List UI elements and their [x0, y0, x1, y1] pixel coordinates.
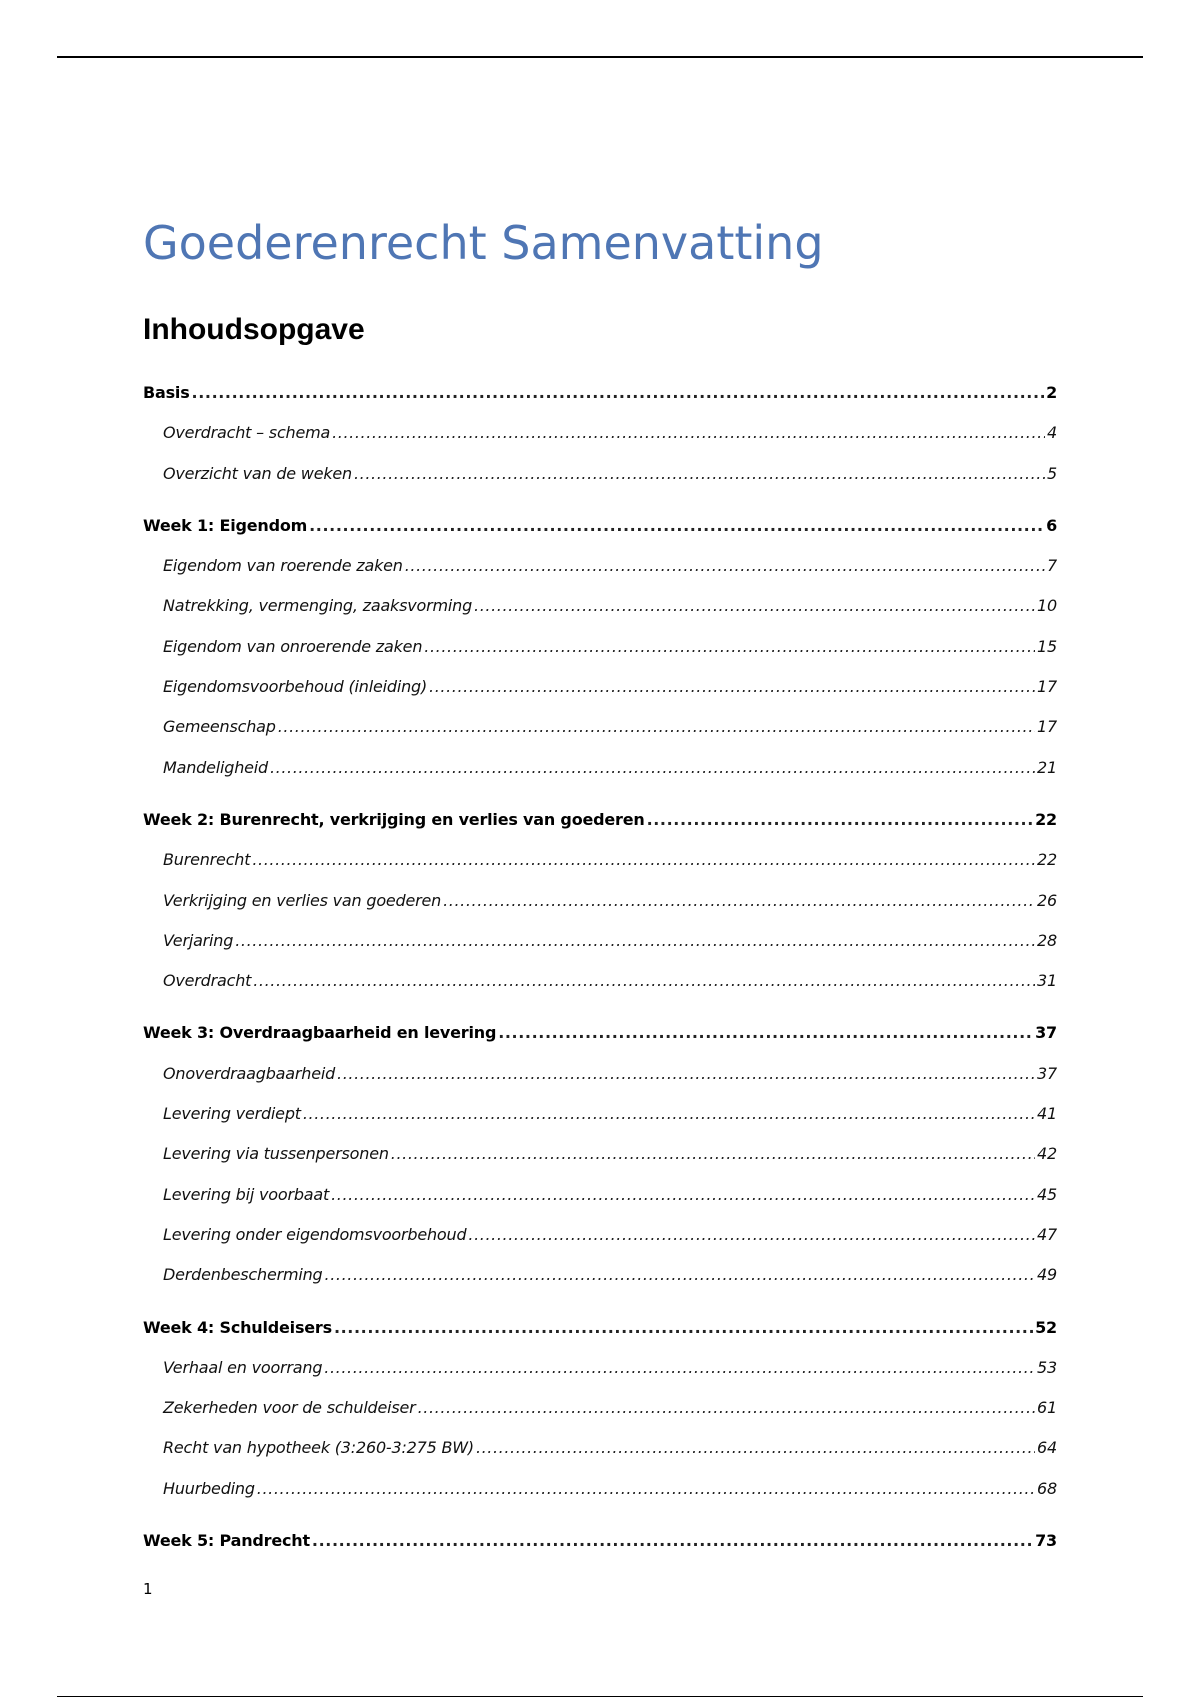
toc-entry-title: Zekerheden voor de schuldeiser: [163, 1398, 416, 1418]
toc-entry-page: 22: [1035, 809, 1057, 829]
toc-entry-subsection[interactable]: [143, 1394, 1057, 1434]
toc-entry-page: 5: [1047, 463, 1057, 483]
toc-entry-page: 22: [1037, 850, 1057, 870]
toc-entry-page: 45: [1037, 1184, 1057, 1204]
toc-entry-subsection[interactable]: [143, 673, 1057, 713]
toc-dot-leader: [312, 1527, 1033, 1555]
toc-entry-page: 37: [1035, 1023, 1057, 1043]
toc-dot-leader: [192, 379, 1045, 407]
toc-dot-leader: [331, 1181, 1035, 1209]
toc-entry-title: Natrekking, vermenging, zaaksvorming: [163, 596, 473, 616]
toc-entry-title: Onoverdraagbaarheid: [163, 1063, 336, 1083]
toc-entry-subsection[interactable]: [143, 967, 1057, 1007]
page-number: 1: [143, 1580, 153, 1598]
toc-entry-title: Overdracht – schema: [163, 423, 331, 443]
toc-entry-title: Verjaring: [163, 930, 234, 950]
toc-entry-section[interactable]: [143, 806, 1057, 846]
toc-entry-section[interactable]: [143, 1019, 1057, 1059]
toc-dot-leader: [303, 1100, 1035, 1128]
toc-entry-page: 28: [1037, 930, 1057, 950]
toc-entry-title: Basis: [143, 383, 190, 402]
toc-entry-title: Levering via tussenpersonen: [163, 1144, 389, 1164]
toc-entry-page: 64: [1037, 1438, 1057, 1458]
toc-entry-title: Levering bij voorbaat: [163, 1184, 330, 1204]
toc-entry-subsection[interactable]: [143, 460, 1057, 500]
toc-entry-subsection[interactable]: [143, 419, 1057, 459]
toc-entry-page: 26: [1037, 890, 1057, 910]
toc-entry-page: 21: [1037, 757, 1057, 777]
toc-dot-leader: [476, 1434, 1035, 1462]
toc-entry-title: Derdenbescherming: [163, 1265, 323, 1285]
toc-entry-page: 7: [1047, 556, 1057, 576]
toc-entry-subsection[interactable]: [143, 1221, 1057, 1261]
toc-entry-page: 42: [1037, 1144, 1057, 1164]
toc-entry-page: 47: [1037, 1224, 1057, 1244]
toc-entry-title: Recht van hypotheek (3:260-3:275 BW): [163, 1438, 474, 1458]
toc-entry-page: 73: [1035, 1531, 1057, 1551]
toc-entry-section[interactable]: [143, 1314, 1057, 1354]
toc-entry-title: Week 3: Overdraagbaarheid en levering: [143, 1023, 497, 1043]
toc-heading: Inhoudsopgave: [143, 313, 365, 346]
toc-dot-leader: [424, 633, 1035, 661]
toc-entry-page: 49: [1037, 1265, 1057, 1285]
toc-entry-subsection[interactable]: [143, 1354, 1057, 1394]
toc-dot-leader: [468, 1221, 1035, 1249]
toc-entry-title: Eigendom van roerende zaken: [163, 556, 403, 576]
footer-rule: [57, 1696, 1143, 1697]
toc-entry-subsection[interactable]: [143, 1434, 1057, 1474]
toc-dot-leader: [235, 927, 1035, 955]
toc-entry-page: 6: [1046, 515, 1057, 535]
toc-entry-subsection[interactable]: [143, 713, 1057, 753]
toc-entry-page: 37: [1037, 1063, 1057, 1083]
toc-entry-subsection[interactable]: [143, 846, 1057, 886]
toc-dot-leader: [418, 1394, 1035, 1422]
toc-entry-subsection[interactable]: [143, 592, 1057, 632]
toc-entry-section[interactable]: [143, 379, 1057, 419]
toc-entry-section[interactable]: [143, 1527, 1057, 1567]
toc-entry-title: Verkrijging en verlies van goederen: [163, 890, 442, 910]
toc-entry-title: Week 4: Schuldeisers: [143, 1317, 332, 1337]
toc-entry-subsection[interactable]: [143, 927, 1057, 967]
toc-entry-subsection[interactable]: [143, 1140, 1057, 1180]
toc-entry-page: 15: [1037, 636, 1057, 656]
toc-dot-leader: [337, 1060, 1035, 1088]
toc-entry-title: Huurbeding: [163, 1478, 255, 1498]
toc-entry-title: Eigendomsvoorbehoud (inleiding): [163, 677, 428, 697]
toc-entry-page: 17: [1037, 717, 1057, 737]
toc-entry-subsection[interactable]: [143, 1475, 1057, 1515]
toc-entry-title: Eigendom van onroerende zaken: [163, 636, 423, 656]
toc-entry-title: Week 1: Eigendom: [143, 515, 308, 535]
toc-dot-leader: [324, 1354, 1035, 1382]
toc-dot-leader: [405, 552, 1045, 580]
toc-entry-title: Overzicht van de weken: [163, 463, 352, 483]
toc-dot-leader: [354, 460, 1045, 488]
toc-entry-title: Levering onder eigendomsvoorbehoud: [163, 1224, 467, 1244]
toc-entry-page: 61: [1037, 1398, 1057, 1418]
toc-entry-subsection[interactable]: [143, 633, 1057, 673]
table-of-contents: [143, 379, 1057, 1567]
toc-entry-page: 17: [1037, 677, 1057, 697]
toc-dot-leader: [443, 887, 1035, 915]
toc-entry-subsection[interactable]: [143, 1060, 1057, 1100]
toc-entry-title: Verhaal en voorrang: [163, 1357, 323, 1377]
toc-entry-title: Burenrecht: [163, 850, 251, 870]
toc-dot-leader: [252, 846, 1035, 874]
toc-dot-leader: [270, 754, 1035, 782]
toc-dot-leader: [309, 512, 1044, 540]
toc-entry-page: 10: [1037, 596, 1057, 616]
toc-entry-title: Levering verdiept: [163, 1104, 301, 1124]
toc-entry-subsection[interactable]: [143, 1181, 1057, 1221]
toc-entry-subsection[interactable]: [143, 754, 1057, 794]
toc-entry-page: 53: [1037, 1357, 1057, 1377]
toc-entry-section[interactable]: [143, 512, 1057, 552]
toc-dot-leader: [429, 673, 1035, 701]
toc-entry-subsection[interactable]: [143, 1100, 1057, 1140]
toc-entry-title: Week 2: Burenrecht, verkrijging en verlies van goederen: [143, 809, 645, 829]
toc-dot-leader: [647, 806, 1034, 834]
toc-dot-leader: [253, 967, 1035, 995]
toc-entry-title: Overdracht: [163, 971, 252, 991]
toc-entry-page: 2: [1046, 383, 1057, 402]
toc-dot-leader: [391, 1140, 1035, 1168]
header-rule: [57, 56, 1143, 58]
toc-entry-page: 41: [1037, 1104, 1057, 1124]
toc-entry-page: 4: [1047, 423, 1057, 443]
toc-entry-title: Week 5: Pandrecht: [143, 1531, 310, 1551]
toc-dot-leader: [278, 713, 1035, 741]
toc-entry-page: 31: [1037, 971, 1057, 991]
document-title: Goederenrecht Samenvatting: [143, 216, 824, 270]
toc-dot-leader: [257, 1475, 1035, 1503]
toc-entry-title: Gemeenschap: [163, 717, 276, 737]
toc-dot-leader: [332, 419, 1045, 447]
toc-dot-leader: [325, 1261, 1036, 1289]
toc-entry-subsection[interactable]: [143, 552, 1057, 592]
toc-entry-subsection[interactable]: [143, 1261, 1057, 1301]
toc-dot-leader: [474, 592, 1035, 620]
toc-entry-subsection[interactable]: [143, 887, 1057, 927]
toc-entry-page: 52: [1035, 1317, 1057, 1337]
toc-dot-leader: [334, 1314, 1033, 1342]
toc-dot-leader: [498, 1019, 1033, 1047]
toc-entry-page: 68: [1037, 1478, 1057, 1498]
toc-entry-title: Mandeligheid: [163, 757, 268, 777]
